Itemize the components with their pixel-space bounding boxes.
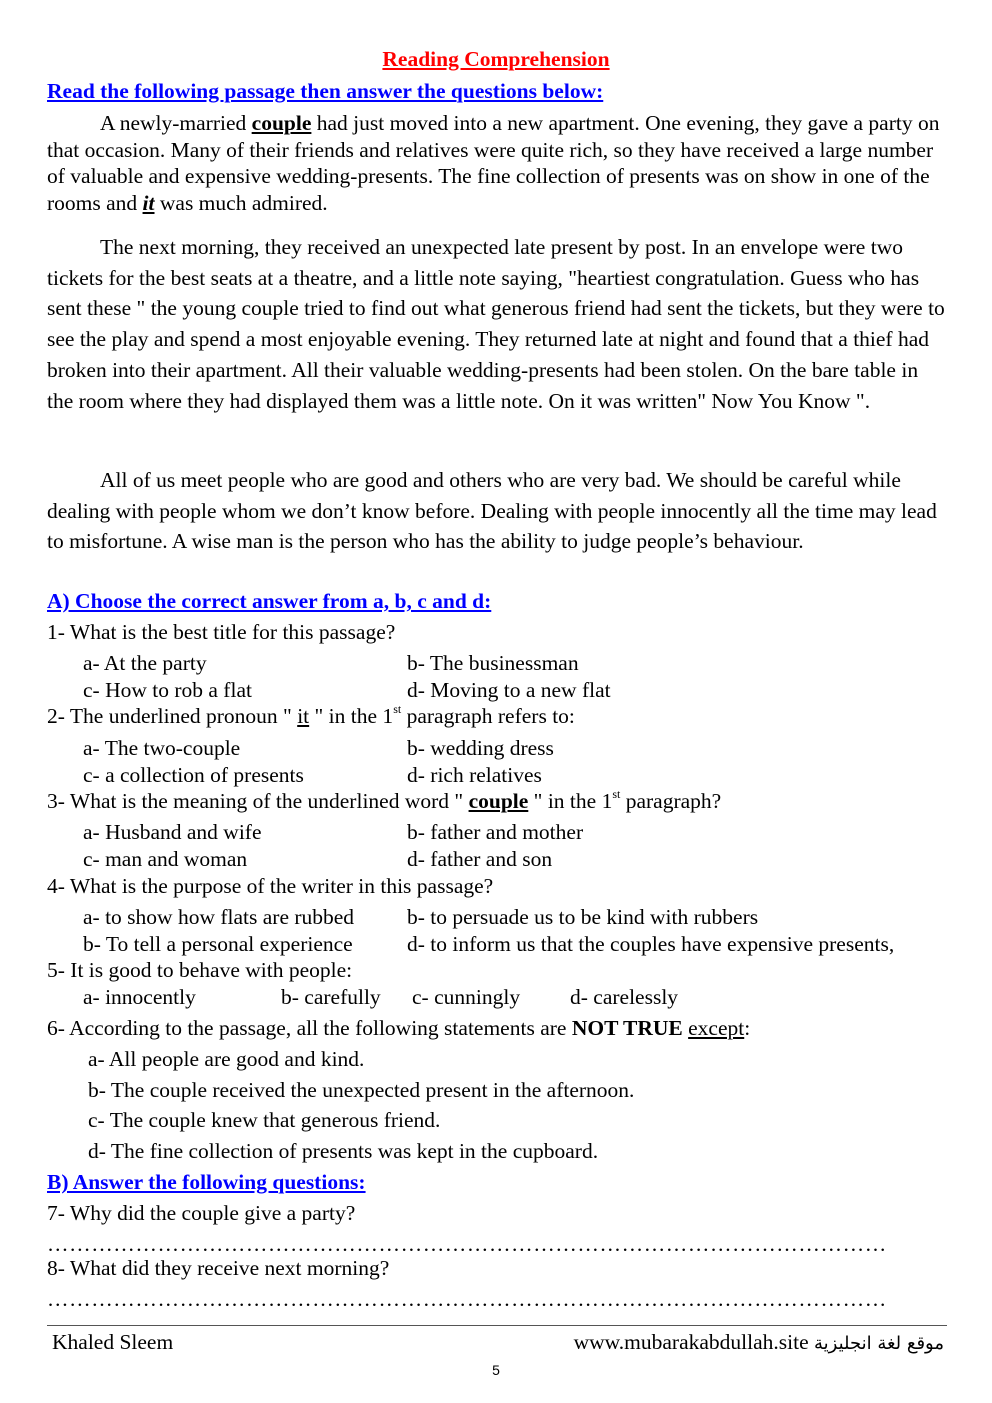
site-arabic-label: موقع لغة انجليزية (814, 1333, 944, 1354)
text: 3- What is the meaning of the underlined word " (47, 789, 469, 813)
text: All of us meet people who are good and others who are very bad. We should be careful while dealing with people whom we don’t know before. Dealing with people innocently all the time may lead to misfortune. A wise man is the person who has the ability to judge people’s behaviour. (47, 468, 937, 554)
superscript: st (612, 787, 621, 801)
question-8: 8- What did they receive next morning? (47, 1256, 390, 1280)
text: " in the 1 (528, 789, 613, 813)
question-5: 5- It is good to behave with people: (47, 958, 353, 982)
text: A newly-married (100, 111, 252, 135)
page-title: Reading Comprehension (382, 47, 610, 71)
q5-option-d[interactable]: d- carelessly (570, 985, 679, 1009)
passage-paragraph-3 (47, 465, 947, 557)
passage-paragraph-1 (47, 110, 947, 216)
q3-option-a[interactable]: a- Husband and wife (83, 820, 262, 844)
q4-option-d[interactable]: d- to inform us that the couples have expensive presents, (407, 932, 895, 956)
q1-option-c[interactable]: c- How to rob a flat (83, 678, 252, 702)
pronoun-it: it (142, 190, 155, 215)
page-number: 5 (492, 1362, 500, 1378)
q3-option-b[interactable]: b- father and mother (407, 820, 584, 844)
text: 6- According to the passage, all the following statements are (47, 1016, 572, 1040)
text: " in the 1 (309, 704, 394, 728)
q2-option-d[interactable]: d- rich relatives (407, 763, 542, 787)
q6-option-a[interactable]: a- All people are good and kind. (88, 1047, 365, 1071)
q6-option-b[interactable]: b- The couple received the unexpected present in the afternoon. (88, 1078, 635, 1102)
site-url[interactable]: www.mubarakabdullah.site (573, 1330, 809, 1354)
keyword-couple: couple (251, 111, 312, 135)
text: The next morning, they received an unexpected late present by post. In an envelope were two tickets for the best seats at a theatre, and a little note saying, "heartiest congratulation. Guess who has sent these " the young couple tried to find out what generous friend had sent the tickets, but they were to see the play and spend a most enjoyable evening. They returned late at night and found that a thief had broken into their apartment. All their valuable wedding-presents had been stolen. On the bare table in the room where they had displayed them was a little note. On it was written" Now You Know ". (47, 235, 945, 413)
question-2 (47, 704, 575, 729)
answer-line-8[interactable]: …………………………………………………………………………………………………… (47, 1287, 887, 1311)
q3-option-c[interactable]: c- man and woman (83, 847, 248, 871)
q5-option-c[interactable]: c- cunningly (412, 985, 521, 1009)
text: was much admired. (154, 190, 328, 215)
text: : (744, 1016, 751, 1040)
footer-divider (47, 1325, 947, 1326)
underlined-word: couple (468, 789, 529, 813)
question-4: 4- What is the purpose of the writer in this passage? (47, 874, 494, 898)
question-7: 7- Why did the couple give a party? (47, 1201, 356, 1225)
footer-site (574, 1330, 944, 1355)
q4-option-c[interactable]: b- To tell a personal experience (83, 932, 353, 956)
q1-option-a[interactable]: a- At the party (83, 651, 207, 675)
q4-option-a[interactable]: a- to show how flats are rubbed (83, 905, 355, 929)
underlined-word: it (297, 704, 310, 728)
footer-author: Khaled Sleem (52, 1330, 174, 1354)
q5-option-a[interactable]: a- innocently (83, 985, 196, 1009)
superscript: st (393, 702, 402, 716)
q1-option-b[interactable]: b- The businessman (407, 651, 579, 675)
q1-option-d[interactable]: d- Moving to a new flat (407, 678, 611, 702)
question-3 (47, 789, 721, 814)
q4-option-b[interactable]: b- to persuade us to be kind with rubbers (407, 905, 759, 929)
q2-option-b[interactable]: b- wedding dress (407, 736, 554, 760)
emphasis-except: except (688, 1016, 745, 1040)
text: 2- The underlined pronoun " (47, 704, 298, 728)
text: had just moved into a new apartment. One evening, they gave a party on that occasion. Many of their friends and relatives were quite rich, so they have received a large number of valuable and expensive wedding-presents. The fine collection of presents was on show in one of the rooms and (47, 111, 940, 215)
q5-option-b[interactable]: b- carefully (281, 985, 381, 1009)
q2-option-c[interactable]: c- a collection of presents (83, 763, 304, 787)
instruction-heading: Read the following passage then answer the questions below: (47, 79, 604, 103)
q2-option-a[interactable]: a- The two-couple (83, 736, 241, 760)
q6-option-c[interactable]: c- The couple knew that generous friend. (88, 1108, 441, 1132)
passage-paragraph-2 (47, 232, 947, 416)
q3-option-d[interactable]: d- father and son (407, 847, 553, 871)
question-1: 1- What is the best title for this passage? (47, 620, 396, 644)
q6-option-d[interactable]: d- The fine collection of presents was kept in the cupboard. (88, 1139, 599, 1163)
section-b-heading: B) Answer the following questions: (47, 1170, 366, 1194)
section-a-heading: A) Choose the correct answer from a, b, c and d: (47, 589, 492, 613)
emphasis-not-true: NOT TRUE (571, 1016, 683, 1040)
text: paragraph refers to: (401, 704, 575, 728)
question-6 (47, 1016, 750, 1041)
answer-line-7[interactable]: …………………………………………………………………………………………………… (47, 1232, 887, 1256)
text: paragraph? (620, 789, 722, 813)
